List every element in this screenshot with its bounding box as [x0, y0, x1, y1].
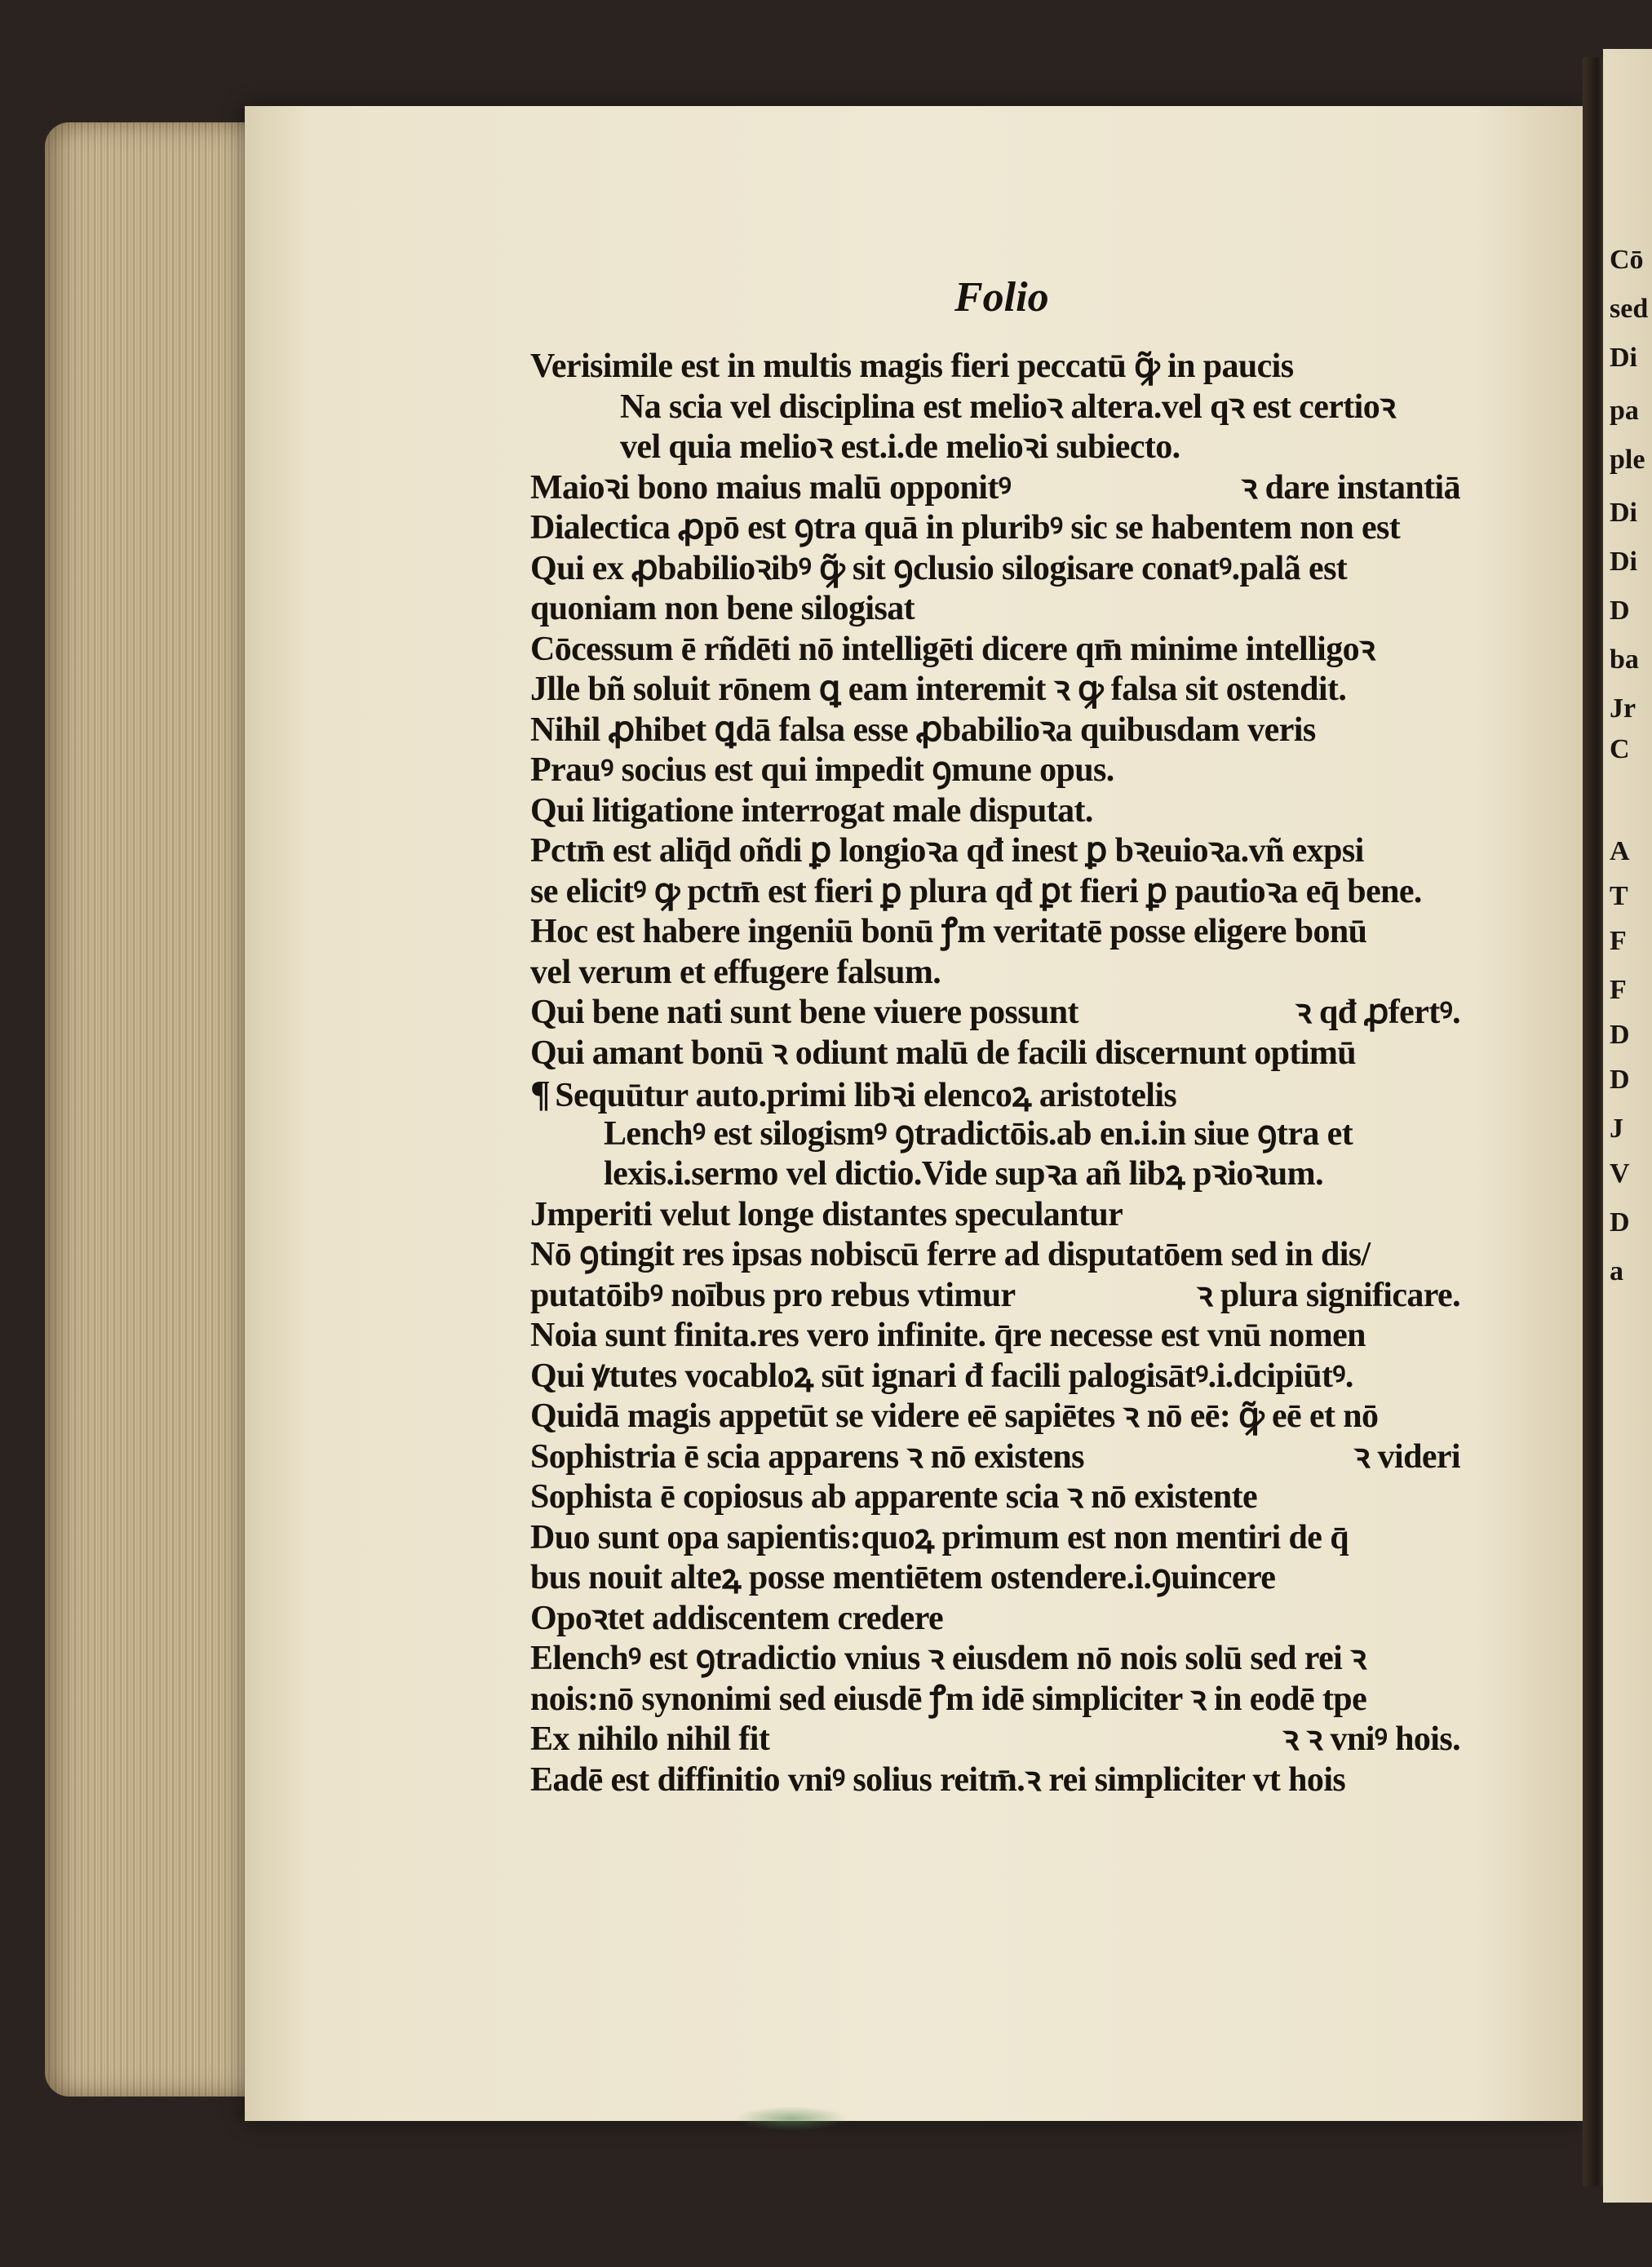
text-line — [530, 1558, 1460, 1599]
text-line — [530, 711, 1460, 751]
text-line — [530, 1477, 1460, 1518]
line-text: Qui amant bonū ꝛ odiunt malū de facili discernunt optimū — [530, 1034, 1357, 1072]
line-right-text: ꝛ qđ ꝓfertꝰ. — [1295, 994, 1460, 1031]
right-page-fragment: C — [1610, 734, 1630, 764]
text-line — [530, 912, 1460, 953]
line-text: quoniam non bene silogisat — [530, 590, 915, 627]
text-line — [530, 751, 1460, 791]
right-page-fragment: T — [1610, 881, 1628, 911]
text-line — [530, 1235, 1460, 1276]
line-text: Sequūtur auto.primi libꝛi elencoꝝ aristotelis — [555, 1077, 1177, 1114]
right-page-fragment: J — [1610, 1114, 1623, 1144]
line-text: putatōibꝰ noībus pro rebus vtimur — [530, 1276, 1016, 1314]
line-text: nois:nō synonimi sed eiusdē ꝭm idē simpliciter ꝛ in eodē tpe — [530, 1680, 1367, 1718]
right-page-fragment: Di — [1610, 498, 1637, 528]
line-text: Cōcessum ē rñdēti nō intelligēti dicere qm̄ minime intelligoꝛ — [530, 630, 1375, 668]
line-right-text: ꝛ videri — [1353, 1437, 1460, 1476]
text-line — [530, 630, 1460, 671]
text-line — [530, 1357, 1460, 1397]
line-text: Na scia vel disciplina est melioꝛ altera.vel qꝛ est certioꝛ — [620, 387, 1396, 426]
text-line — [530, 872, 1460, 913]
line-text: Eadē est diffinitio vniꝰ solius reitm̄.ꝛ rei simpliciter vt hois — [530, 1760, 1346, 1799]
text-line — [530, 1034, 1460, 1074]
line-text: Dialectica ꝓpō est ꝯtra quā in pluribꝰ sic se habentem non est — [530, 509, 1401, 547]
text-line — [530, 1437, 1460, 1478]
folio-heading: Folio — [954, 274, 1049, 321]
right-page-fragment: Cō — [1610, 245, 1644, 275]
line-text: Sophistria ē scia apparens ꝛ nō existens — [530, 1437, 1084, 1476]
text-line — [530, 1720, 1460, 1760]
text-line — [530, 427, 1460, 468]
line-text: Sophista ē copiosus ab apparente scia ꝛ nō existente — [530, 1478, 1258, 1516]
right-page-fragment: Di — [1610, 547, 1637, 577]
line-text: Prauꝰ socius est qui impedit ꝯmune opus. — [530, 751, 1114, 789]
text-line — [530, 1074, 1460, 1114]
line-text: Qui litigatione interrogat male disputat. — [530, 791, 1093, 830]
right-page-fragment: V — [1610, 1158, 1630, 1189]
ink-smudge — [734, 2106, 848, 2131]
line-text: Maioꝛi bono maius malū opponitꝰ — [530, 468, 1012, 507]
right-page-fragment: F — [1610, 926, 1627, 956]
line-text: Opoꝛtet addiscentem credere — [530, 1599, 944, 1637]
text-line — [530, 387, 1460, 428]
line-text: Quidā magis appetūt se videre eē sapiētes ꝛ nō eē: ꝙ̃ eē et nō — [530, 1397, 1379, 1435]
line-text: Jlle bñ soluit rōnem ꝗ eam interemit ꝛ ꝙ falsa sit ostendit. — [530, 671, 1347, 708]
text-line — [530, 993, 1460, 1034]
line-text: Elenchꝰ est ꝯtradictio vnius ꝛ eiusdem nō nois solū sed rei ꝛ — [530, 1640, 1366, 1677]
line-text: Nō ꝯtingit res ipsas nobiscū ferre ad disputatōem sed in dis/ — [530, 1236, 1371, 1273]
right-page-fragment: sed — [1610, 294, 1649, 324]
right-page-fragment: D — [1610, 1207, 1630, 1238]
line-text: Duo sunt opa sapientis:quoꝝ primum est non mentiri de q̄ — [530, 1518, 1349, 1556]
right-page-fragment: Di — [1610, 343, 1637, 373]
line-text: Nihil ꝓhibet ꝗdā falsa esse ꝓbabilioꝛa quibusdam veris — [530, 711, 1316, 749]
text-line — [530, 589, 1460, 630]
right-page-fragment: Jr — [1610, 693, 1636, 724]
line-right-text: ꝛ dare instantiā — [1241, 468, 1460, 507]
line-text: se elicitꝰ ꝙ pctm̄ est fieri ꝑ plura qđ ꝑt fieri ꝑ pautioꝛa eq̄ bene. — [530, 872, 1422, 910]
right-page-fragment: D — [1610, 1020, 1630, 1050]
text-line — [530, 1114, 1460, 1155]
right-page-fragment: A — [1610, 836, 1630, 866]
right-page-fragment: ple — [1610, 445, 1645, 475]
pilcrow-mark: ¶ — [530, 1073, 551, 1114]
text-line — [530, 791, 1460, 832]
line-text: Qui ex ꝓbabilioꝛibꝰ ꝙ̃ sit ꝯclusio silogisare conatꝰ.palã est — [530, 549, 1348, 587]
right-page-fragment: ba — [1610, 644, 1639, 675]
text-line — [530, 1680, 1460, 1720]
line-text: lexis.i.sermo vel dictio.Vide supꝛa añ libꝝ pꝛioꝛum. — [604, 1155, 1323, 1193]
text-line — [530, 831, 1460, 872]
text-line — [530, 1639, 1460, 1680]
text-line — [530, 1276, 1460, 1317]
right-page-fragment: a — [1610, 1256, 1623, 1286]
line-text: Noia sunt finita.res vero infinite. q̄re necesse est vnū nomen — [530, 1317, 1366, 1354]
text-line — [530, 549, 1460, 590]
text-block — [530, 347, 1460, 1800]
line-text: vel verum et effugere falsum. — [530, 953, 941, 991]
right-page-fragment: D — [1610, 596, 1630, 626]
text-line — [530, 1599, 1460, 1640]
line-text: Qui ꝟtutes vocabloꝝ sūt ignari đ facili palogisātꝰ.i.dcipiūtꝰ. — [530, 1357, 1353, 1395]
right-page-edge — [1603, 49, 1652, 2203]
line-text: vel quia melioꝛ est.i.de melioꝛi subiecto. — [620, 428, 1180, 466]
text-line — [530, 1760, 1460, 1801]
text-line — [530, 1195, 1460, 1236]
line-text: Hoc est habere ingeniū bonū ꝭm veritatē posse eligere bonū — [530, 913, 1367, 950]
text-line — [530, 1397, 1460, 1437]
line-text: Jmperiti velut longe distantes speculantur — [530, 1195, 1123, 1233]
right-page-fragment: F — [1610, 975, 1627, 1005]
line-text: Ex nihilo nihil fit — [530, 1720, 770, 1758]
line-right-text: ꝛ plura significare. — [1196, 1276, 1460, 1314]
line-text: Pctm̄ est aliq̄d oñdi ꝑ longioꝛa qđ inest ꝑ bꝛeuioꝛa.vñ expsi — [530, 832, 1364, 870]
line-right-text: ꝛ ꝛ vniꝰ hois. — [1282, 1720, 1460, 1758]
text-line — [530, 670, 1460, 711]
right-page-fragment: pa — [1610, 396, 1639, 426]
text-line — [530, 1518, 1460, 1559]
text-line — [530, 468, 1460, 509]
line-text: Lenchꝰ est silogismꝰ ꝯtradictōis.ab en.i.in siue ꝯtra et — [604, 1114, 1353, 1153]
text-line — [530, 508, 1460, 549]
text-line — [530, 1154, 1460, 1195]
text-line — [530, 347, 1460, 387]
line-text: Qui bene nati sunt bene viuere possunt — [530, 994, 1078, 1031]
text-line — [530, 953, 1460, 994]
right-page-fragment: D — [1610, 1065, 1630, 1095]
line-text: bus nouit alteꝝ posse mentiētem ostendere.i.ꝯuincere — [530, 1559, 1276, 1596]
line-text: Verisimile est in multis magis fieri peccatū ꝙ̃ in paucis — [530, 348, 1294, 385]
text-line — [530, 1316, 1460, 1357]
